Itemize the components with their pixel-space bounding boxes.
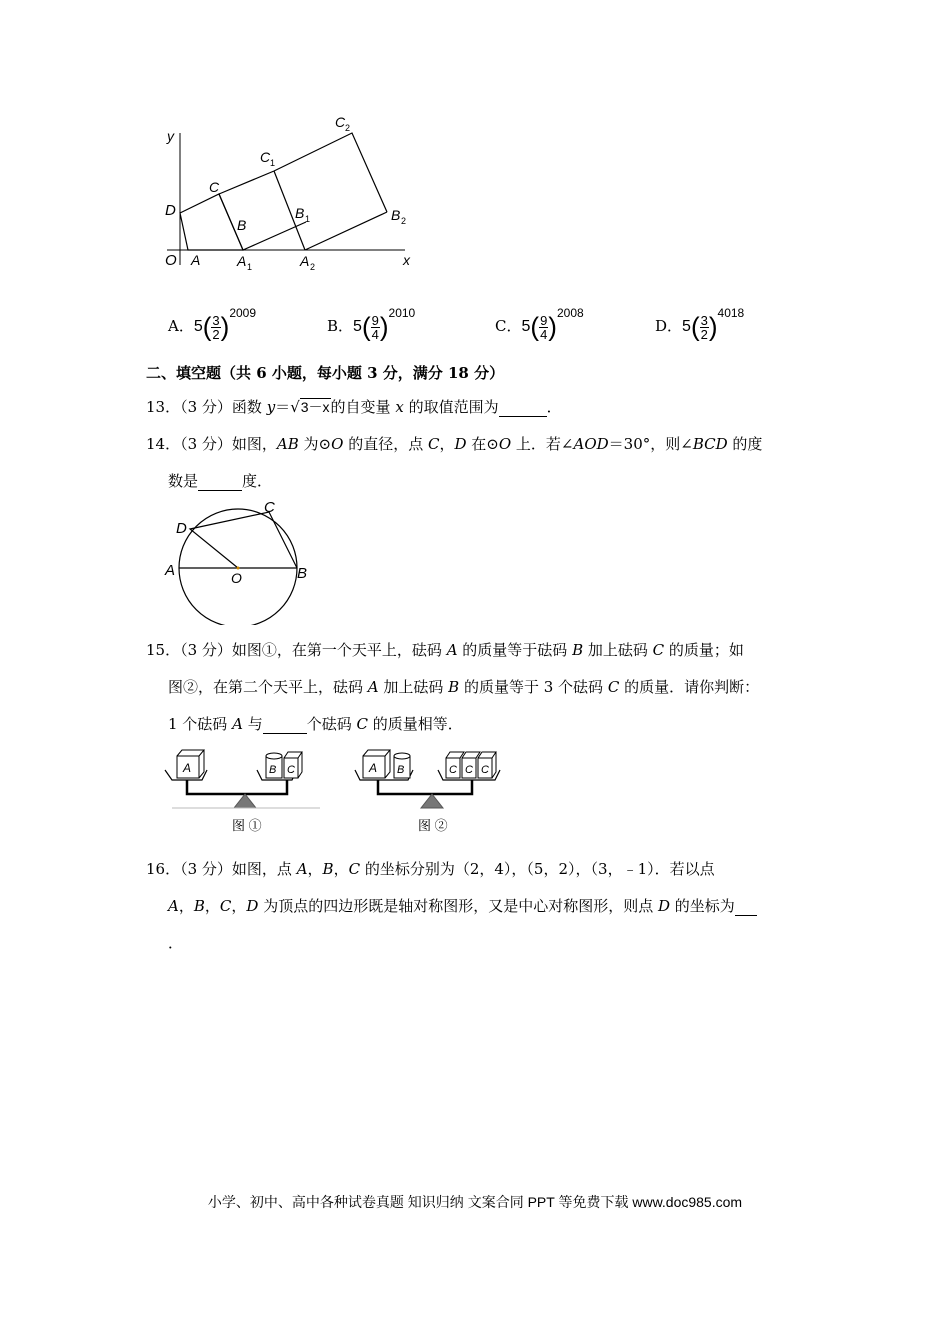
- label-o: O: [165, 252, 177, 269]
- svg-text:B: B: [397, 764, 405, 776]
- label-c1: C: [260, 149, 271, 165]
- balance-2: [355, 750, 500, 833]
- circle-figure-q14: [160, 495, 320, 625]
- question-16-line3: ．: [168, 934, 184, 952]
- label-d: D: [165, 202, 176, 219]
- balance-figures-q15: [160, 742, 520, 838]
- label-a2-sub: 2: [310, 262, 316, 272]
- option-a[interactable]: A．5( $\frac{3}{2}$ )$^{2009}$: [168, 306, 257, 342]
- answer-blank-15[interactable]: [263, 717, 307, 734]
- label-y: y: [167, 128, 174, 144]
- square-abcd: [180, 194, 243, 250]
- footer-text: 小学、初中、高中各种试卷真题 知识归纳 文案合同 PPT 等免费下载 www.doc985.com: [207, 1194, 743, 1210]
- label-b2-sub: 2: [401, 216, 407, 226]
- label-c: C: [264, 499, 275, 516]
- question-15-line3: 1 个砝码 A 与 个砝码 C 的质量相等．: [168, 715, 463, 733]
- svg-text:B: B: [269, 764, 277, 776]
- label-o: O: [231, 570, 242, 586]
- radical: 3－x: [300, 399, 330, 415]
- label-a2: A: [300, 253, 310, 269]
- label-a1-sub: 1: [247, 262, 253, 272]
- label-a: A: [165, 562, 176, 579]
- label-b1-sub: 1: [305, 214, 311, 224]
- svg-text:C: C: [449, 764, 457, 776]
- label-d: D: [176, 520, 187, 537]
- label-a: A: [191, 252, 201, 268]
- svg-text:C: C: [465, 764, 473, 776]
- segment-c-c1: [219, 171, 274, 194]
- option-d[interactable]: D．5( $\frac{3}{2}$ )$^{4018}$: [655, 306, 745, 342]
- option-c[interactable]: C．5( $\frac{9}{4}$ )$^{2008}$: [495, 306, 584, 342]
- question-15-line2: 图②，在第二个天平上，砝码 A 加上砝码 B 的质量等于 3 个砝码 C 的质量．请你判断：: [168, 678, 760, 696]
- question-14-line2: 数是 度．: [168, 472, 273, 490]
- coordinate-figure-q12: [155, 105, 425, 275]
- svg-text:C: C: [287, 764, 295, 776]
- label-b2: B: [391, 207, 401, 223]
- segment-c1-c2-b2: [274, 133, 387, 212]
- balance-1: [165, 750, 320, 833]
- line-c-b-b1: [219, 194, 306, 250]
- answer-blank-14[interactable]: [198, 474, 242, 491]
- label-x: x: [403, 252, 410, 268]
- label-c2-sub: 2: [345, 123, 351, 133]
- question-16-line1: 16．（3 分）如图，点 A，B，C 的坐标分别为（2，4），（5，2），（3，﹣1）．若以点: [146, 860, 715, 878]
- chords-bcdo: [190, 512, 297, 568]
- question-15-line1: 15．（3 分）如图①，在第一个天平上，砝码 A 的质量等于砝码 B 加上砝码 C 的质量；如: [146, 641, 744, 659]
- label-b: B: [297, 565, 308, 582]
- svg-text:A: A: [369, 761, 378, 775]
- label-c: C: [209, 179, 220, 195]
- section-title: 二、填空题（共 6 小题，每小题 3 分，满分 18 分）: [146, 364, 505, 382]
- answer-blank-16[interactable]: [735, 899, 757, 916]
- caption-fig1: 图 ①: [232, 818, 262, 833]
- label-a1: A: [237, 253, 247, 269]
- segment-a2-b2: [305, 212, 387, 250]
- svg-text:C: C: [481, 764, 489, 776]
- option-b[interactable]: B．5( $\frac{9}{4}$ )$^{2010}$: [327, 306, 416, 342]
- caption-fig2: 图 ②: [418, 818, 448, 833]
- label-c1-sub: 1: [270, 158, 276, 168]
- label-b1: B: [295, 205, 305, 221]
- question-14-line1: 14．（3 分）如图，AB 为⊙O 的直径，点 C，D 在⊙O 上．若∠AOD＝30°，则∠BCD 的度: [146, 435, 763, 453]
- svg-text:A: A: [183, 761, 192, 775]
- question-16-line2: A，B，C，D 为顶点的四边形既是轴对称图形，又是中心对称图形，则点 D 的坐标为: [168, 896, 757, 916]
- question-13: 13．（3 分）函数 y＝√3－x的自变量 x 的取值范围为 ．: [146, 398, 562, 416]
- label-b: B: [237, 217, 247, 233]
- label-c2: C: [335, 114, 346, 130]
- answer-blank-13[interactable]: [499, 400, 547, 417]
